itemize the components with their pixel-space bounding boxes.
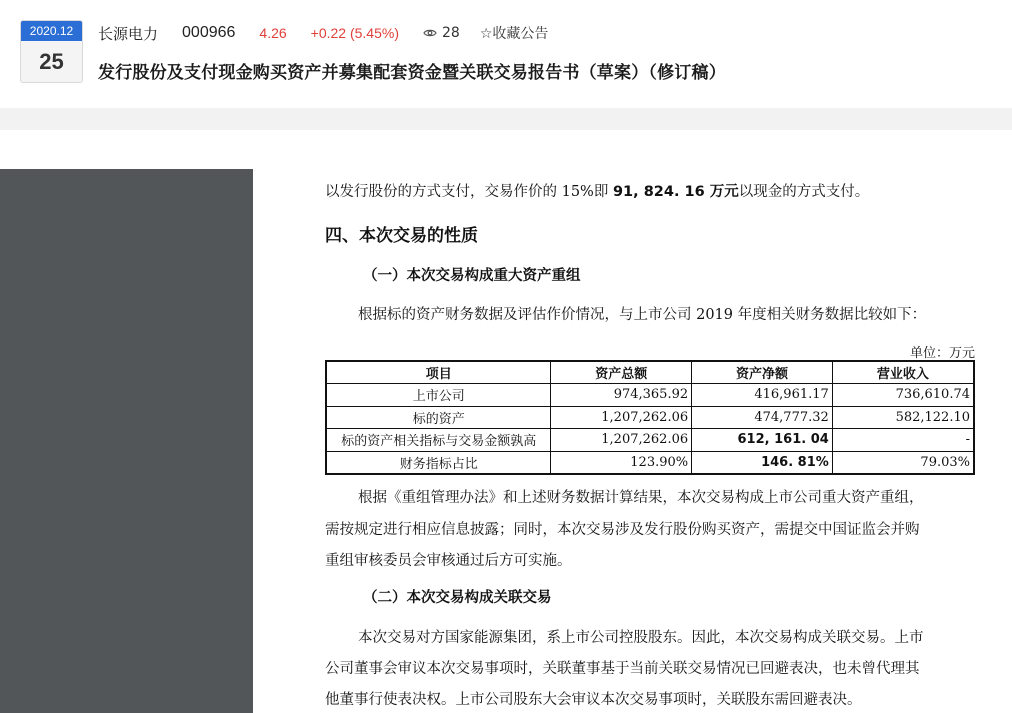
- paragraph-restructuring-line-2: 需按规定进行相应信息披露；同时，本次交易涉及发行股份购买资产，需提交中国证监会并购: [325, 522, 920, 538]
- table-row: [326, 406, 974, 429]
- table-cell: -: [832, 429, 974, 452]
- document-title: 发行股份及支付现金购买资产并募集配套资金暨关联交易报告书（草案）（修订稿）: [98, 63, 726, 83]
- table-row: [326, 429, 974, 452]
- table-cell: 79.03%: [832, 451, 974, 474]
- stock-price: 4.26: [259, 25, 287, 41]
- financial-table: [325, 360, 975, 475]
- view-count: [423, 25, 460, 41]
- table-cell: 1,207,262.06: [551, 429, 692, 452]
- paragraph-intro: 根据标的资产财务数据及评估作价情况，与上市公司 2019 年度相关财务数据比较如下：: [358, 307, 927, 323]
- table-header-row: [326, 361, 974, 384]
- section-heading: 四、本次交易的性质: [325, 226, 478, 246]
- paragraph-related-line-3: 他董事行使表决权。上市公司股东大会审议本次交易事项时，关联股东需回避表决。: [325, 692, 862, 708]
- table-cell: 736,610.74: [832, 384, 974, 407]
- date-year-month: 2020.12: [21, 21, 82, 41]
- subsection-heading-2: （二）本次交易构成关联交易: [363, 590, 552, 606]
- viewer-side-panel: [0, 169, 253, 713]
- paragraph-related-line-2: 公司董事会审议本次交易事项时，关联董事基于当前关联交易情况已回避表决，也未曾代理其: [325, 661, 920, 677]
- table-cell: 123.90%: [551, 451, 692, 474]
- table-row: [326, 451, 974, 474]
- view-count-value: 28: [442, 25, 460, 41]
- table-cell: 146. 81%: [692, 451, 833, 474]
- favorite-button[interactable]: ☆收藏公告: [479, 26, 549, 42]
- company-name-link[interactable]: 长源电力: [98, 24, 159, 43]
- stock-meta-bar: [98, 22, 548, 44]
- paragraph-restructuring-line-3: 重组审核委员会审核通过后方可实施。: [325, 553, 572, 569]
- table-cell: 582,122.10: [832, 406, 974, 429]
- table-header-cell: 营业收入: [832, 361, 974, 384]
- table-cell: 标的资产: [326, 406, 551, 429]
- table-header-cell: 资产总额: [551, 361, 692, 384]
- paragraph-payment: 以发行股份的方式支付，交易作价的 15%即 91, 824. 16 万元以现金的方式支付。: [325, 184, 870, 200]
- table-cell: 标的资产相关指标与交易金额孰高: [326, 429, 551, 452]
- table-cell: 财务指标占比: [326, 451, 551, 474]
- paragraph-restructuring-line-1: 根据《重组管理办法》和上述财务数据计算结果，本次交易构成上市公司重大资产重组，: [358, 490, 924, 506]
- stock-change: +0.22 (5.45%): [310, 25, 399, 41]
- table-header-cell: 资产净额: [692, 361, 833, 384]
- eye-icon: [423, 28, 437, 38]
- table-cell: 974,365.92: [551, 384, 692, 407]
- paragraph-related-line-1: 本次交易对方国家能源集团，系上市公司控股股东。因此，本次交易构成关联交易。上市: [358, 630, 924, 646]
- header-divider: [0, 108, 1012, 130]
- table-cell: 612, 161. 04: [692, 429, 833, 452]
- table-header-cell: 项目: [326, 361, 551, 384]
- subsection-heading-1: （一）本次交易构成重大资产重组: [363, 268, 581, 284]
- stock-code: 000966: [182, 24, 236, 41]
- table-row: [326, 384, 974, 407]
- date-day: 25: [39, 49, 64, 74]
- table-cell: 474,777.32: [692, 406, 833, 429]
- table-cell: 416,961.17: [692, 384, 833, 407]
- table-cell: 上市公司: [326, 384, 551, 407]
- unit-label: 单位：万元: [909, 346, 975, 361]
- table-cell: 1,207,262.06: [551, 406, 692, 429]
- cash-amount: 91, 824. 16 万元: [612, 184, 739, 200]
- date-badge: [20, 20, 83, 83]
